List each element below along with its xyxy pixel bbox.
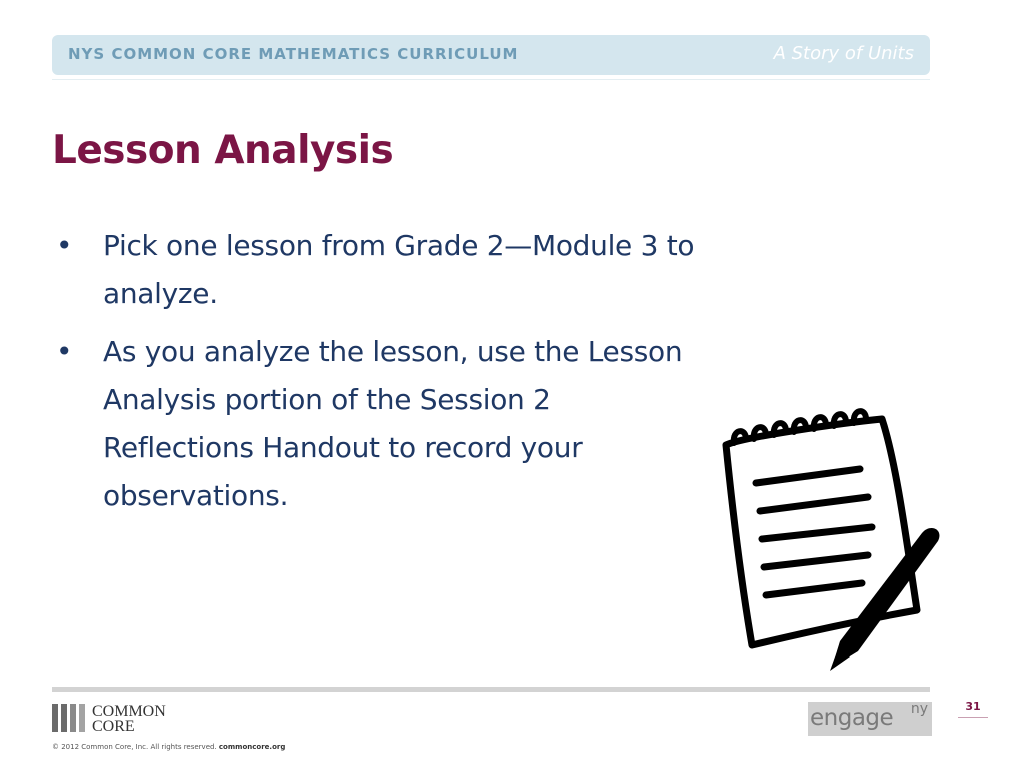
bullet-marker: •	[56, 229, 73, 262]
logo-line2: CORE	[92, 718, 135, 735]
engage-ny-superscript: ny	[910, 701, 928, 717]
footer-divider	[52, 687, 930, 692]
bullet-text: Pick one lesson from Grade 2—Module 3 to analyze.	[103, 229, 695, 310]
bullet-item	[52, 222, 803, 318]
bullet-item	[52, 328, 703, 520]
bullet-list	[52, 222, 803, 530]
page-number-underline	[958, 717, 988, 718]
curriculum-label: NYS COMMON CORE MATHEMATICS CURRICULUM	[68, 45, 519, 63]
logo-line1: COMMON	[92, 703, 166, 720]
story-label: A Story of Units	[773, 43, 914, 64]
engage-wordmark: engage	[810, 705, 894, 731]
header-divider	[52, 79, 930, 80]
notepad-pen-icon	[712, 405, 952, 675]
copyright-notice: © 2012 Common Core, Inc. All rights reserved.	[52, 743, 219, 751]
copyright-text	[52, 743, 285, 751]
bullet-text: As you analyze the lesson, use the Lesson Analysis portion of the Session 2 Reflections Handout to record your observations.	[103, 335, 683, 512]
engageny-logo	[808, 702, 932, 736]
bullet-marker: •	[56, 335, 73, 368]
page-number: 31	[965, 700, 981, 713]
common-core-logo	[52, 704, 212, 734]
header-bar	[52, 35, 930, 75]
common-core-wordmark	[92, 704, 166, 734]
website-link: commoncore.org	[218, 743, 286, 751]
slide-title: Lesson Analysis	[52, 128, 394, 173]
